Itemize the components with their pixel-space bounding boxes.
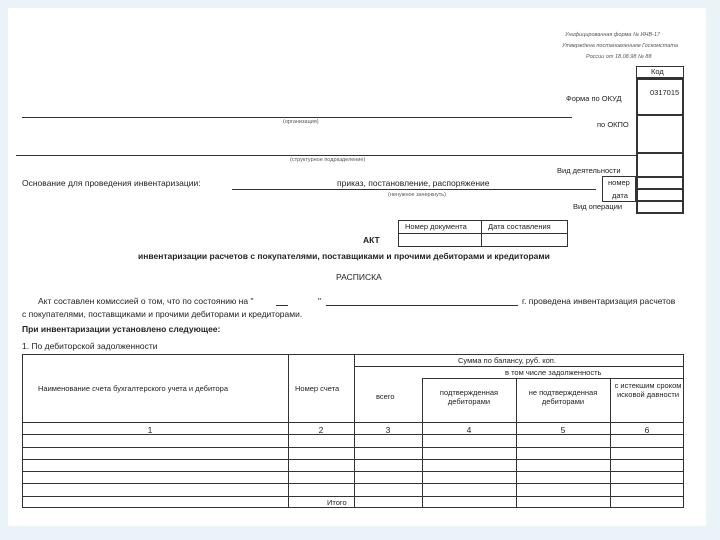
table-hline (422, 378, 684, 379)
date-label: дата (612, 191, 628, 200)
code-header: Код (651, 67, 664, 76)
column-number: 2 (318, 425, 324, 435)
form-stamp-line3: России от 18.08.98 № 88 (586, 54, 652, 60)
okud-code-cell (636, 78, 684, 116)
table-hline (22, 496, 684, 497)
column-number: 1 (147, 425, 153, 435)
column-header-unconfirmed: не подтвержденная дебиторами (528, 388, 598, 406)
table-vline (610, 378, 611, 508)
table-hline (22, 459, 684, 460)
table-hline (22, 471, 684, 472)
receipt-text-part3: г. проведена инвентаризация расчетов (522, 296, 676, 306)
table-vline (516, 378, 517, 508)
act-subtitle: инвентаризации расчетов с покупателями, поставщиками и прочими дебиторами и кредиторами (138, 251, 550, 261)
column-header-confirmed: подтвержденная дебиторами (439, 388, 499, 406)
table-hline (22, 422, 684, 423)
receipt-title: РАСПИСКА (336, 272, 382, 282)
table-hline (22, 447, 684, 448)
column-number: 6 (644, 425, 650, 435)
okpo-code-cell (636, 114, 684, 154)
document-date-header: Дата составления (488, 222, 551, 231)
table-hline (354, 366, 684, 367)
activity-code-cell (636, 152, 684, 178)
operation-label: Вид операции (573, 202, 623, 211)
receipt-text-line2: с покупателями, поставщиками и прочими дебиторами и кредиторами. (22, 309, 303, 319)
okud-code-value: 0317015 (650, 88, 680, 97)
form-stamp-line2: Утверждена постановлением Госкомстата (562, 43, 678, 49)
column-number: 4 (466, 425, 472, 435)
document-number-split (481, 220, 482, 247)
column-header-total: всего (376, 392, 395, 401)
table-vline (288, 354, 289, 508)
table-hline (22, 434, 684, 435)
code-header-cell (636, 66, 684, 78)
number-label: номер (608, 178, 630, 187)
basis-label: Основание для проведения инвентаризации: (22, 178, 201, 188)
receipt-month-line (326, 305, 518, 306)
table-vline (422, 378, 423, 508)
receipt-text-part1: Акт составлен комиссией о том, что по состоянию на " (38, 296, 254, 306)
receipt-day-line (276, 305, 288, 306)
basis-line (232, 189, 596, 190)
okud-label: Форма по ОКУД (566, 94, 622, 103)
receipt-text-line3: При инвентаризации установлено следующее: (22, 324, 221, 334)
table-vline (354, 354, 355, 508)
activity-label: Вид деятельности (557, 166, 621, 175)
column-number: 5 (560, 425, 566, 435)
column-header-account-name: Наименование счета бухгалтерского учета и дебитора (38, 384, 229, 393)
table-hline (22, 483, 684, 484)
basis-value: приказ, постановление, распоряжение (337, 178, 490, 188)
column-header-balance-sum: Сумма по балансу, руб. коп. (458, 356, 556, 365)
receipt-text-part2: " (318, 296, 322, 306)
total-row-label: Итого (327, 498, 347, 507)
document-number-header: Номер документа (405, 222, 467, 231)
column-header-including-debt: в том числе задолженность (505, 368, 602, 377)
column-header-account-number: Номер счета (295, 384, 340, 393)
column-number: 3 (385, 425, 391, 435)
organization-caption: (организация) (283, 119, 319, 125)
department-line (16, 155, 636, 156)
form-stamp-line1: Унифицированная форма № ИНВ-17 (565, 32, 660, 38)
document-number-divider (398, 233, 568, 234)
okpo-label: по ОКПО (597, 120, 629, 129)
operation-code-cell (636, 200, 684, 214)
receipt-text-line4: 1. По дебиторской задолженности (22, 341, 158, 351)
organization-line (22, 117, 572, 118)
basis-caption: (ненужное зачеркнуть) (388, 192, 446, 198)
act-title: АКТ (363, 235, 380, 245)
department-caption: (структурное подразделение) (290, 157, 366, 163)
column-header-expired: с истекшим сроком исковой давности (614, 381, 682, 399)
